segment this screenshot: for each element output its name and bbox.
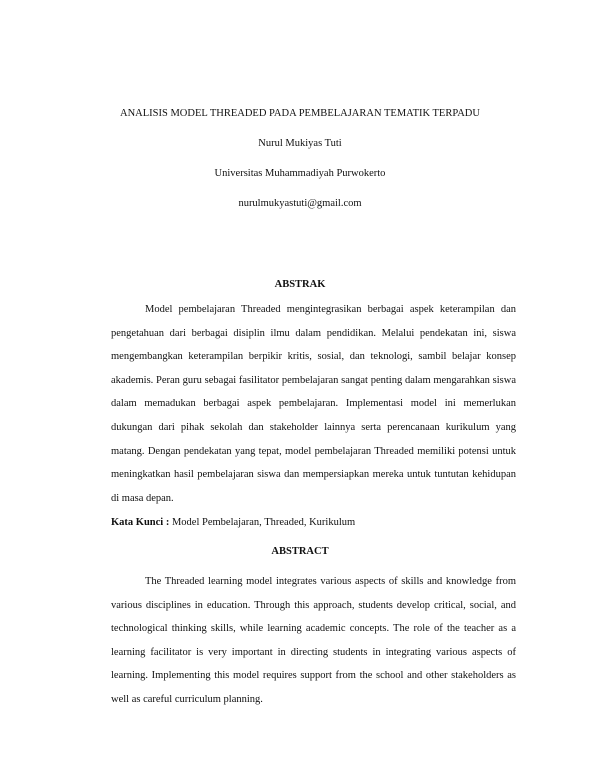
paper-title: ANALISIS MODEL THREADED PADA PEMBELAJARAN TEMATIK TERPADU — [120, 108, 480, 119]
abstract-paragraph: The Threaded learning model integrates various aspects of skills and knowledge from various disciplines in education. Through this approach, students develop critical, social, and technological thinking skills, while learning academic concepts. The role of the teacher as a learning facilitator is very important in directing students in integrating various aspects of learning. Implementing this model requires support from the school and other stakeholders as well as careful curriculum planning. — [111, 576, 516, 705]
author-email: nurulmukyastuti@gmail.com — [238, 198, 362, 209]
keywords-line — [111, 517, 355, 528]
keywords-label: Kata Kunci : — [111, 517, 170, 528]
author-name: Nurul Mukiyas Tuti — [258, 138, 342, 149]
keywords-value: Model Pembelajaran, Threaded, Kurikulum — [169, 517, 356, 528]
abstract-heading: ABSTRACT — [271, 546, 329, 557]
author-affiliation: Universitas Muhammadiyah Purwokerto — [214, 168, 386, 179]
abstrak-paragraph: Model pembelajaran Threaded mengintegrasikan berbagai aspek keterampilan dan pengetahuan dari berbagai disiplin ilmu dalam pendidikan. Melalui pendekatan ini, siswa mengembangkan keterampilan berpikir kritis, sosial, dan teknologi, sambil belajar konsep akademis. Peran guru sebagai fasilitator pembelajaran sangat penting dalam mengarahkan siswa dalam memadukan berbagai aspek pembelajaran. Implementasi model ini memerlukan dukungan dari pihak sekolah dan stakeholder lainnya serta perencanaan kurikulum yang matang. Dengan pendekatan yang tepat, model pembelajaran Threaded memiliki potensi untuk meningkatkan hasil pembelajaran siswa dan mempersiapkan mereka untuk tuntutan kehidupan di masa depan. — [111, 304, 516, 504]
abstrak-heading: ABSTRAK — [274, 279, 326, 290]
